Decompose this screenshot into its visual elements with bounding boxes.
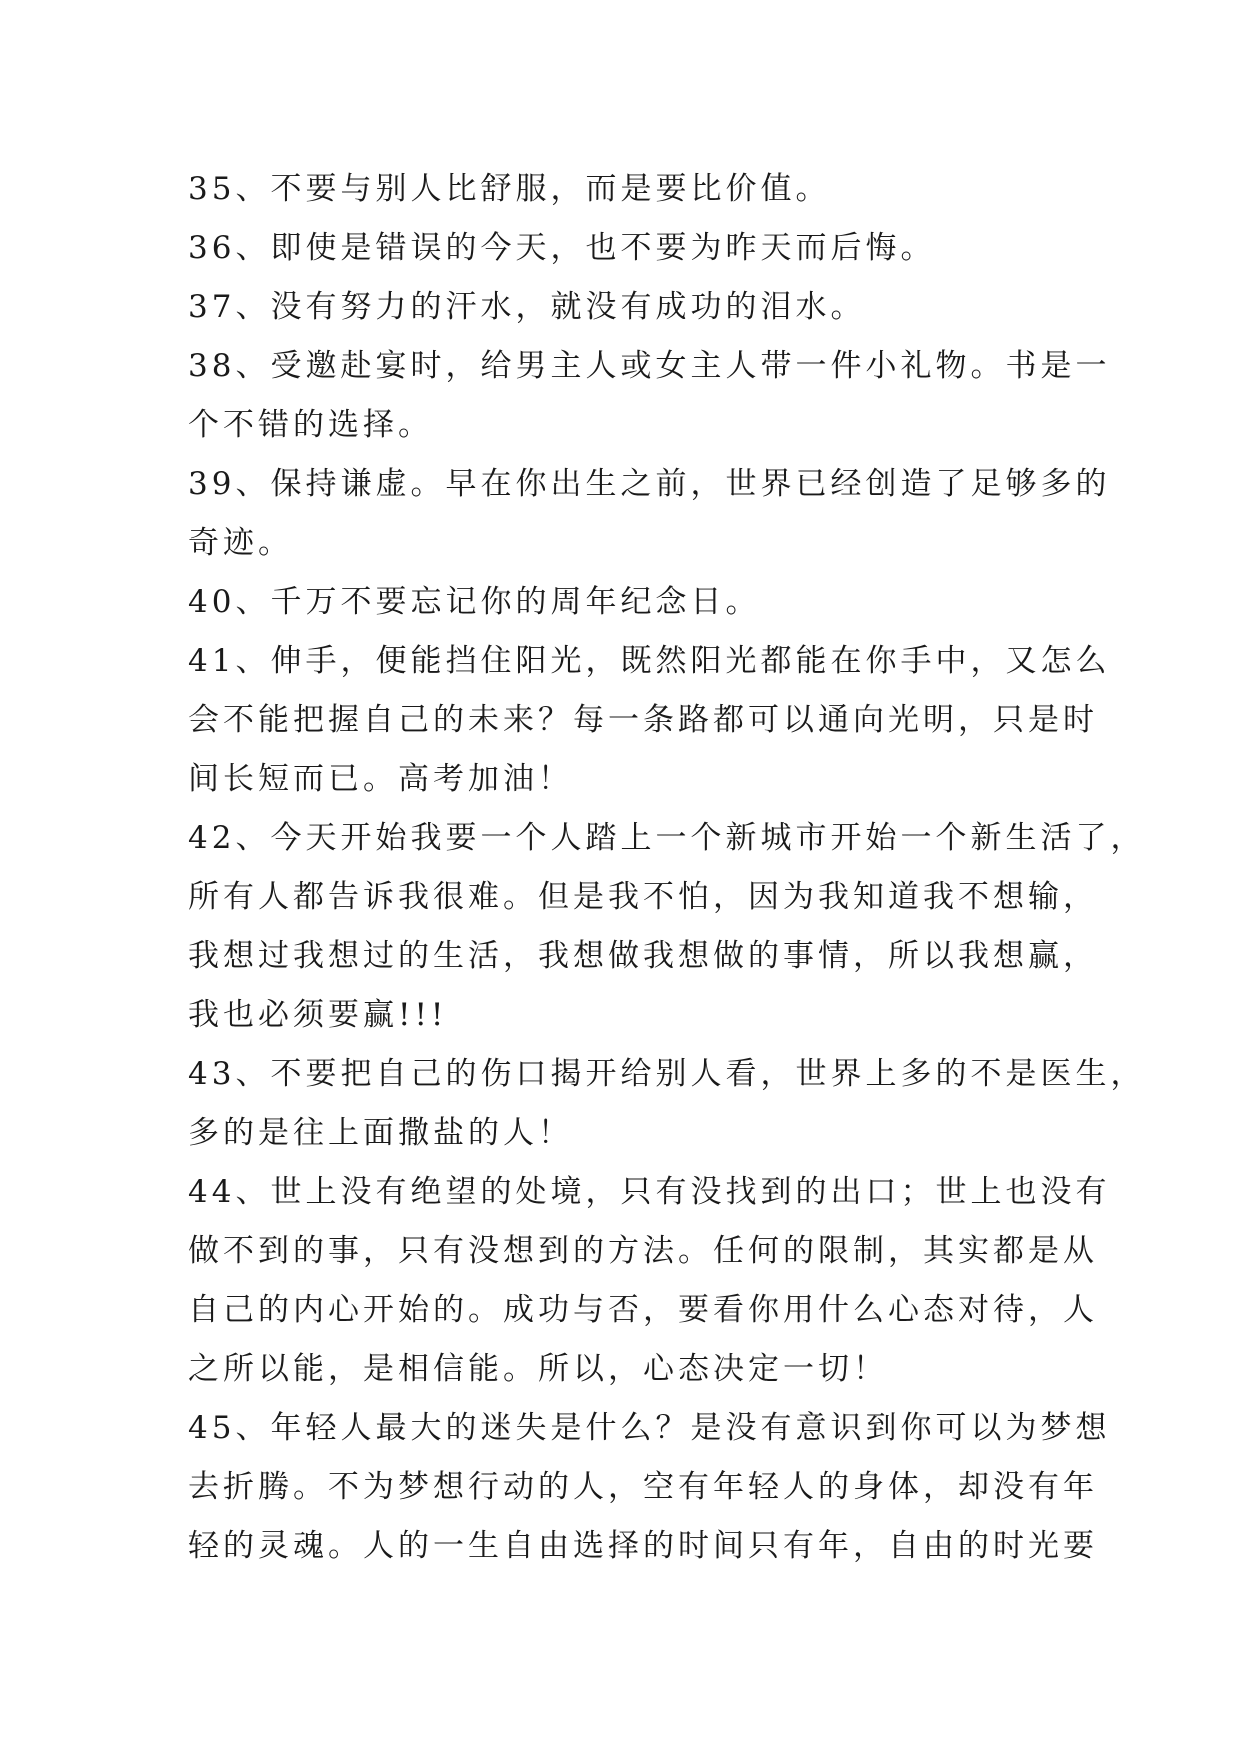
- entry-40: [188, 573, 1068, 632]
- entry-line: 44、世上没有绝望的处境，只有没找到的出口；世上也没有: [188, 1174, 1111, 1210]
- entry-35: [188, 160, 1068, 219]
- entry-line: 45、年轻人最大的迷失是什么？是没有意识到你可以为梦想: [188, 1410, 1111, 1446]
- entry-45: [188, 1399, 1111, 1576]
- entry-42: [188, 809, 1146, 1045]
- entry-line: 个不错的选择。: [188, 407, 433, 443]
- entry-line: 42、今天开始我要一个人踏上一个新城市开始一个新生活了，: [188, 820, 1146, 856]
- entry-line: 去折腾。不为梦想行动的人，空有年轻人的身体，却没有年: [188, 1469, 1098, 1505]
- entry-line: 之所以能，是相信能。所以，心态决定一切！: [188, 1351, 888, 1387]
- entry-43: [188, 1045, 1146, 1163]
- entry-line: 38、受邀赴宴时，给男主人或女主人带一件小礼物。书是一: [188, 348, 1111, 384]
- entry-line: 40、千万不要忘记你的周年纪念日。: [188, 584, 761, 620]
- entry-line: 36、即使是错误的今天，也不要为昨天而后悔。: [188, 230, 936, 266]
- entry-line: 间长短而已。高考加油！: [188, 761, 573, 797]
- entry-line: 做不到的事，只有没想到的方法。任何的限制，其实都是从: [188, 1233, 1098, 1269]
- entry-line: 我想过我想过的生活，我想做我想做的事情，所以我想赢，: [188, 938, 1098, 974]
- entry-line: 自己的内心开始的。成功与否，要看你用什么心态对待，人: [188, 1292, 1098, 1328]
- entry-39: [188, 455, 1111, 573]
- entry-37: [188, 278, 1068, 337]
- entry-line: 39、保持谦虚。早在你出生之前，世界已经创造了足够多的: [188, 466, 1111, 502]
- entry-41: [188, 632, 1111, 809]
- entry-44: [188, 1163, 1111, 1399]
- entry-line: 所有人都告诉我很难。但是我不怕，因为我知道我不想输，: [188, 879, 1098, 915]
- entry-line: 我也必须要赢!!!: [188, 997, 448, 1033]
- entry-36: [188, 219, 1068, 278]
- entry-line: 35、不要与别人比舒服，而是要比价值。: [188, 171, 831, 207]
- document-page: [188, 160, 1146, 1576]
- entry-line: 奇迹。: [188, 525, 293, 561]
- entry-line: 41、伸手，便能挡住阳光，既然阳光都能在你手中，又怎么: [188, 643, 1111, 679]
- entry-line: 37、没有努力的汗水，就没有成功的泪水。: [188, 289, 866, 325]
- entry-line: 多的是往上面撒盐的人！: [188, 1115, 573, 1151]
- entry-line: 轻的灵魂。人的一生自由选择的时间只有年，自由的时光要: [188, 1528, 1098, 1564]
- entry-line: 43、不要把自己的伤口揭开给别人看，世界上多的不是医生，: [188, 1056, 1146, 1092]
- entry-38: [188, 337, 1111, 455]
- entry-line: 会不能把握自己的未来？每一条路都可以通向光明，只是时: [188, 702, 1098, 738]
